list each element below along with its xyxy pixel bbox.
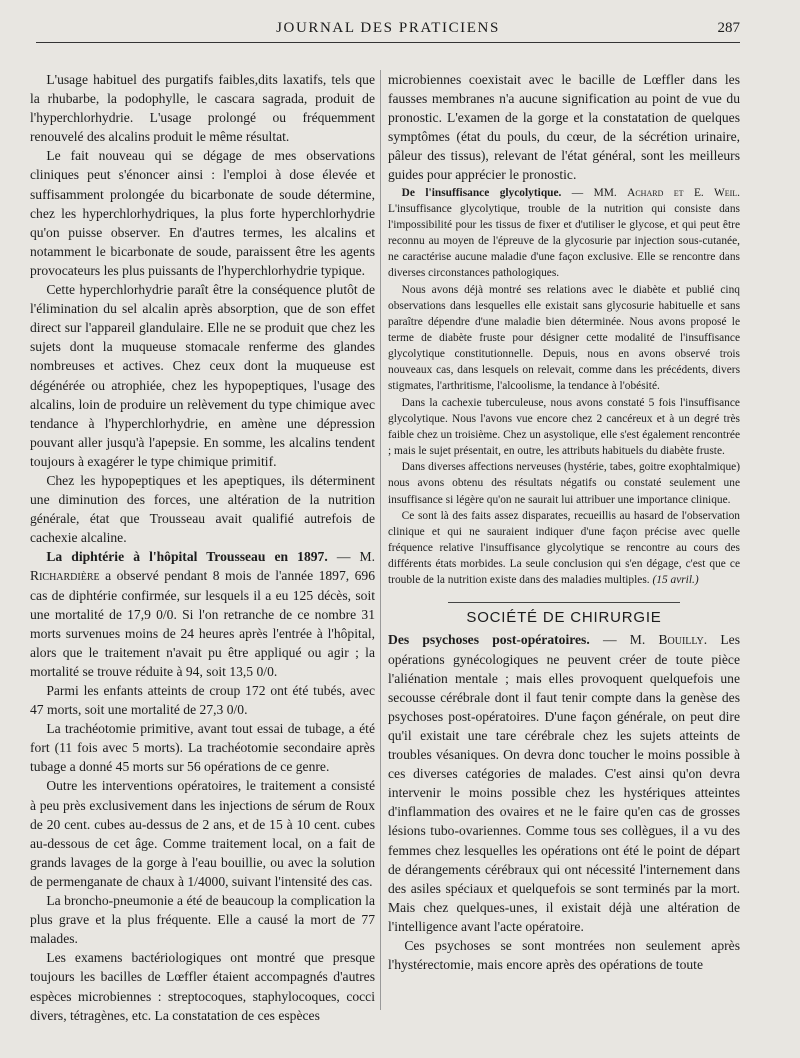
article-text: L'insuffisance glycolytique, trouble de la nutrition qui consiste dans l'impossibilité pour les tissus de fixer et d'utiliser le glycose, et qui peut être reconnu au moyen de l'épreuve de la glycosurie par injection sous-cutanée, ne caractérise aucune maladie d'une façon exclusive. Elle se rencontre dans diverses circonstances pathologiques.: [388, 202, 740, 280]
paragraph: L'usage habituel des purgatifs faibles,dits laxatifs, tels que la rhubarbe, la podophylle, le cascara sagrada, produit de l'hyperchlorhydrie. L'usage prolongé ou fréquemment renouvelé des alcalins produit le même résultat.: [30, 72, 375, 145]
paragraph: Dans diverses affections nerveuses (hystérie, tabes, goitre exophtalmique) nous avons obtenu des résultats négatifs ou constaté seulement une insuffisance si légère qu'on ne saurait lui attribuer une importance clinique.: [388, 461, 740, 506]
article-text: Les opérations gynécologiques ne peuvent créer de toute pièce l'aliénation mentale ; mais elles provoquent quelquefois une secousse cérébrale dont il faut tenir compte dans la genèse des psychoses post-opératoires. D'une façon générale, on peut dire qu'il existait une tare cérébrale chez les sujets atteints de troubles vésaniques. On devra donc toucher le moins possible à ces diverses catégories de malades. C'est ainsi qu'on devra intervenir le moins possible chez les hystériques atteintes d'inflammation des ovaires et ne le faire qu'en cas de grosses lésions tubo-ovariennes. Comme tous ses collègues, il a vu des femmes chez lesquelles les opérations ont été le point de départ de dérangements cérébraux qui ont nécessité l'internement dans des asiles spéciaux et quelquefois se sont terminés par la mort. Mais chez quelques-unes, il existait déjà une altération de l'intelligence avant l'acte opératoire.: [388, 632, 740, 934]
dash: — MM.: [561, 186, 628, 199]
paragraph: [388, 508, 740, 589]
author-name: Richardière: [30, 568, 100, 584]
right-column: [388, 70, 740, 974]
date: (15 avril.): [652, 574, 699, 587]
dash: — M.: [327, 549, 375, 565]
journal-title: JOURNAL DES PRATICIENS: [276, 20, 500, 36]
paragraph: microbiennes coexistait avec le bacille de Lœffler dans les fausses membranes n'a aucune signification au point de vue du pronostic. L'examen de la gorge et la constatation de quelques symptômes (état du pouls, du cœur, de la sécrétion urinaire, pâleur des tissus), relevant de l'état général, sont les meilleurs guides pour apprécier le pronostic.: [388, 72, 740, 183]
article-heading: La diphtérie à l'hôpital Trousseau en 1897.: [46, 549, 328, 565]
paragraph: Nous avons déjà montré ses relations avec le diabète et publié cinq observations dans lesquelles elle existait sans glycosurie habituelle et sans paraître dépendre d'une maladie bien déterminée. Nous avons proposé le terme de diabète fruste pour désigner cette modalité de l'insuffisance glycolytique constitutionnelle. Depuis, nous en avons observé trois nouveaux cas, dans lesquels on relevait, comme dans les précédents, divers stigmates, l'arthritisme, l'alcoolisme, la tendance à l'obésité.: [388, 283, 740, 393]
page-number: 287: [717, 20, 740, 36]
article-text: a observé pendant 8 mois de l'année 1897, 696 cas de diphtérie confirmée, sur lesquels il a eu 125 décès, soit une mortalité de 17,9 0/0. Si l'on retranche de ce nombre 31 morts survenues moins de 24 heures après l'entrée à l'hôpital, alors que le traitement n'avait pu être appliqué ou agir ; la mortalité se trouve réduite à 94, soit 13,5 0/0.: [30, 568, 375, 679]
paragraph: La broncho-pneumonie a été de beaucoup la complication la plus grave et la plus fréquente. Elle a causé la mort de 77 malades.: [30, 893, 375, 947]
column-divider: [380, 70, 381, 1010]
left-column: [30, 70, 375, 1025]
paragraph: Parmi les enfants atteints de croup 172 ont été tubés, avec 47 morts, soit une mortalité de 27,3 0/0.: [30, 683, 375, 718]
paragraph: La trachéotomie primitive, avant tout essai de tubage, a été fort (11 fois avec 5 morts). La trachéotomie secondaire après tubage a donné 45 morts sur 56 opérations de ce genre.: [30, 721, 375, 775]
paragraph: Les examens bactériologiques ont montré que presque toujours les bacilles de Lœffler étaient accompagnés d'autres espèces microbiennes : streptocoques, staphylocoques, cocci divers, tétragènes, etc. La constatation de ces espèces: [30, 950, 375, 1023]
article-glycolytique: [388, 185, 740, 282]
paragraph: Ces psychoses se sont montrées non seulement après l'hystérectomie, mais encore après des opérations de toute: [388, 937, 740, 973]
paragraph: Le fait nouveau qui se dégage de mes observations cliniques peut s'énoncer ainsi : l'emploi à dose élevée et suffisamment prolongée du bicarbonate de soude détermine, chez les hyperchlorhydriques, la plus forte hyperchlorhydrie qu'on puisse observer. En d'autres termes, les alcalins et notamment le bicarbonate de soude, paraissent être les agents provocateurs les plus puissants de l'hyperchlorhydrie typique.: [30, 148, 375, 278]
article-diphterie: [30, 547, 375, 681]
paragraph: Cette hyperchlorhydrie paraît être la conséquence plutôt de l'élimination du sel alcalin après absorption, que de son effet direct sur l'appareil glandulaire. Elle ne se produit que chez les sujets dont la muqueuse stomacale renferme des glandes nombreuses et actives. Chez ceux dont la muqueuse est dégénérée ou atrophiée, chez les hypopeptiques, l'usage des alcalins, loin de produire un relèvement du type chimique avec tendance à l'hyperchlorhydrie, en amène une dépression pouvant aller jusqu'à l'apepsie. En somme, les alcalins tendent toujours à exagérer le type chimique primitif.: [30, 282, 375, 469]
article-text: Ce sont là des faits assez disparates, recueillis au hasard de l'observation clinique et qui ne sauraient indiquer d'une façon précise avec quelle fréquence relative l'insuffisance glycolytique se rencontre au cours des différents états morbides. La seule conclusion qui s'en dégage, c'est que ce trouble de la nutrition existe dans des maladies multiples.: [388, 509, 740, 587]
dash: — M.: [589, 632, 659, 648]
paragraph: Chez les hypopeptiques et les apeptiques, ils déterminent une diminution des forces, une altération de la nutrition générale, état que Trousseau avait qualifié autrefois de cachexie alcaline.: [30, 472, 375, 546]
page-header: [36, 16, 740, 43]
section-divider: [448, 602, 680, 603]
paragraph: Outre les interventions opératoires, le traitement a consisté à peu près exclusivement dans les injections de sérum de Roux de 20 cent. cubes au-dessus de 2 ans, et de 15 à 10 cent. cubes au-dessous de cet âge. Comme traitement local, on a fait de grands lavages de la gorge à l'eau bouillie, ou avec la solution de permenganate de chaux à 1/4000, suivant l'intensité des cas.: [30, 778, 375, 889]
article-heading: Des psychoses post-opératoires.: [388, 632, 590, 648]
section-title: SOCIÉTÉ DE CHIRURGIE: [466, 609, 662, 627]
author-name: Bouilly.: [658, 632, 708, 648]
paragraph: Dans la cachexie tuberculeuse, nous avons constaté 5 fois l'insuffisance glycolytique. Nous l'avons vue encore chez 2 cancéreux et à un degré très faible chez un troisième. Chez un asystolique, elle s'est également rencontrée ; mais le sujet présentait, en outre, les attributs habituels du diabète fruste.: [388, 396, 740, 458]
article-heading: De l'insuffisance glycolytique.: [401, 186, 562, 199]
article-psychoses: [388, 630, 740, 936]
author-names: Achard et E. Weil.: [627, 186, 740, 199]
